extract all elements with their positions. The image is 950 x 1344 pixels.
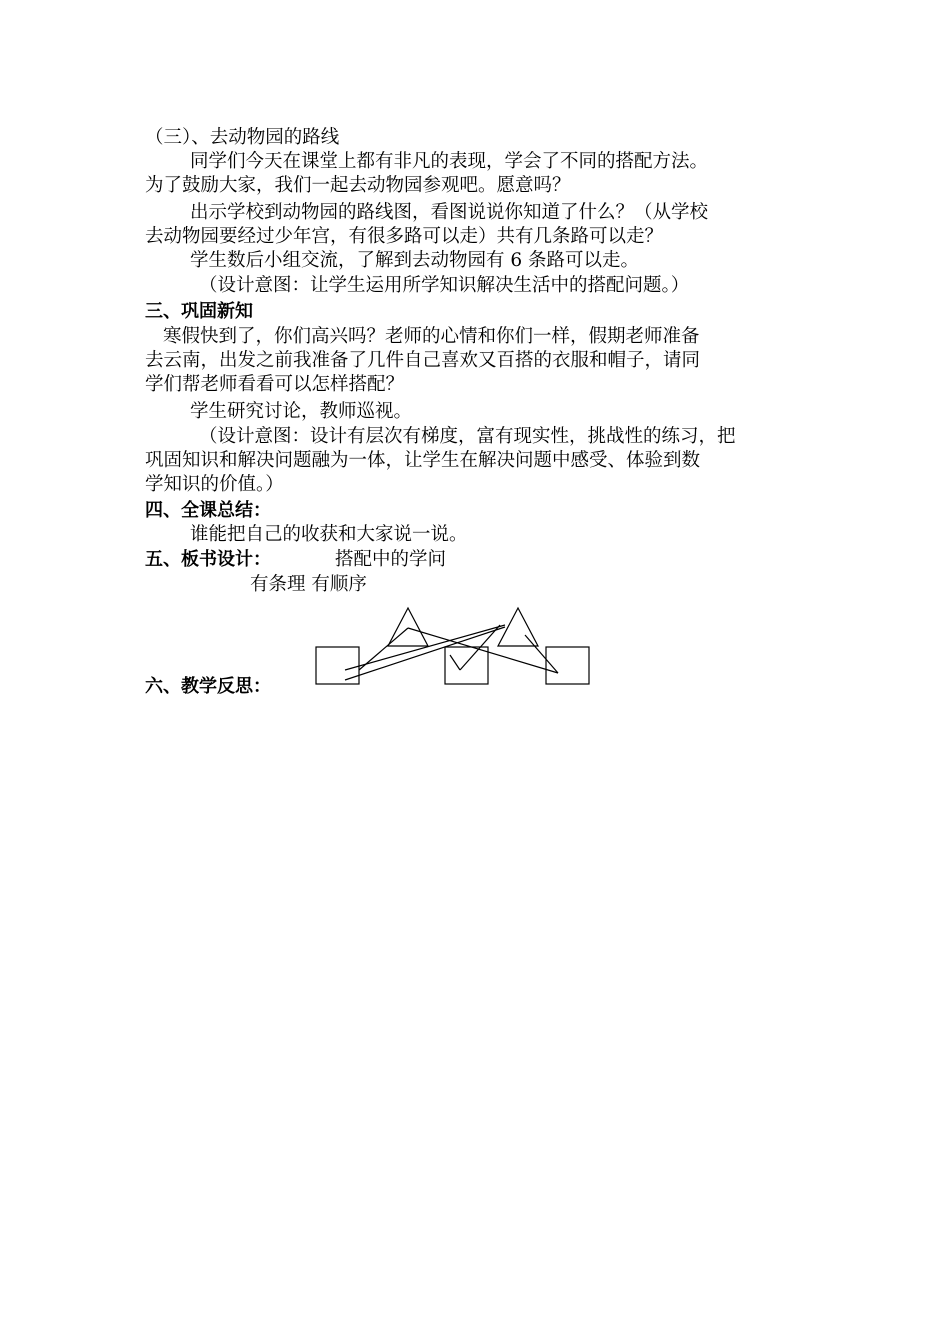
section-heading: 四、全课总结： bbox=[145, 500, 271, 521]
paragraph-line: 寒假快到了，你们高兴吗？老师的心情和你们一样，假期老师准备 bbox=[163, 326, 700, 347]
section-heading: 五、板书设计： bbox=[145, 549, 271, 570]
connector-line bbox=[359, 628, 408, 670]
paragraph-line: 同学们今天在课堂上都有非凡的表现，学会了不同的搭配方法。 bbox=[190, 151, 709, 172]
connector-line bbox=[450, 655, 460, 670]
section-heading: 三、巩固新知 bbox=[145, 301, 253, 322]
design-intent-note: （设计意图：让学生运用所学知识解决生活中的搭配问题。） bbox=[199, 275, 690, 296]
section-heading: 六、教学反思： bbox=[145, 676, 271, 697]
paragraph-line: 谁能把自己的收获和大家说一说。 bbox=[190, 524, 468, 545]
paragraph-line: 学生研究讨论，教师巡视。 bbox=[190, 401, 413, 422]
paragraph-line: 学知识的价值。） bbox=[145, 474, 284, 495]
paragraph-line: 去云南，出发之前我准备了几件自己喜欢又百搭的衣服和帽子，请同 bbox=[145, 350, 701, 371]
paragraph-line: 学们帮老师看看可以怎样搭配？ bbox=[145, 374, 405, 395]
paragraph-line: 去动物园要经过少年宫，有很多路可以走）共有几条路可以走？ bbox=[145, 226, 664, 247]
paragraph-line: 出示学校到动物园的路线图，看图说说你知道了什么？（从学校 bbox=[190, 202, 709, 223]
connector-line bbox=[345, 627, 505, 680]
paragraph-line: 为了鼓励大家，我们一起去动物园参观吧。愿意吗？ bbox=[145, 175, 571, 196]
board-title: 搭配中的学问 bbox=[335, 549, 447, 570]
paragraph-line: 学生数后小组交流，了解到去动物园有 6 条路可以走。 bbox=[190, 250, 640, 271]
paragraph-line: 巩固知识和解决问题融为一体，让学生在解决问题中感受、体验到数 bbox=[145, 450, 701, 471]
connector-line bbox=[525, 635, 558, 673]
board-subtitle: 有条理 有顺序 bbox=[250, 574, 367, 595]
subsection-title: （三）、去动物园的路线 bbox=[145, 127, 340, 148]
design-intent-note: （设计意图：设计有层次有梯度，富有现实性，挑战性的练习，把 bbox=[199, 426, 736, 447]
